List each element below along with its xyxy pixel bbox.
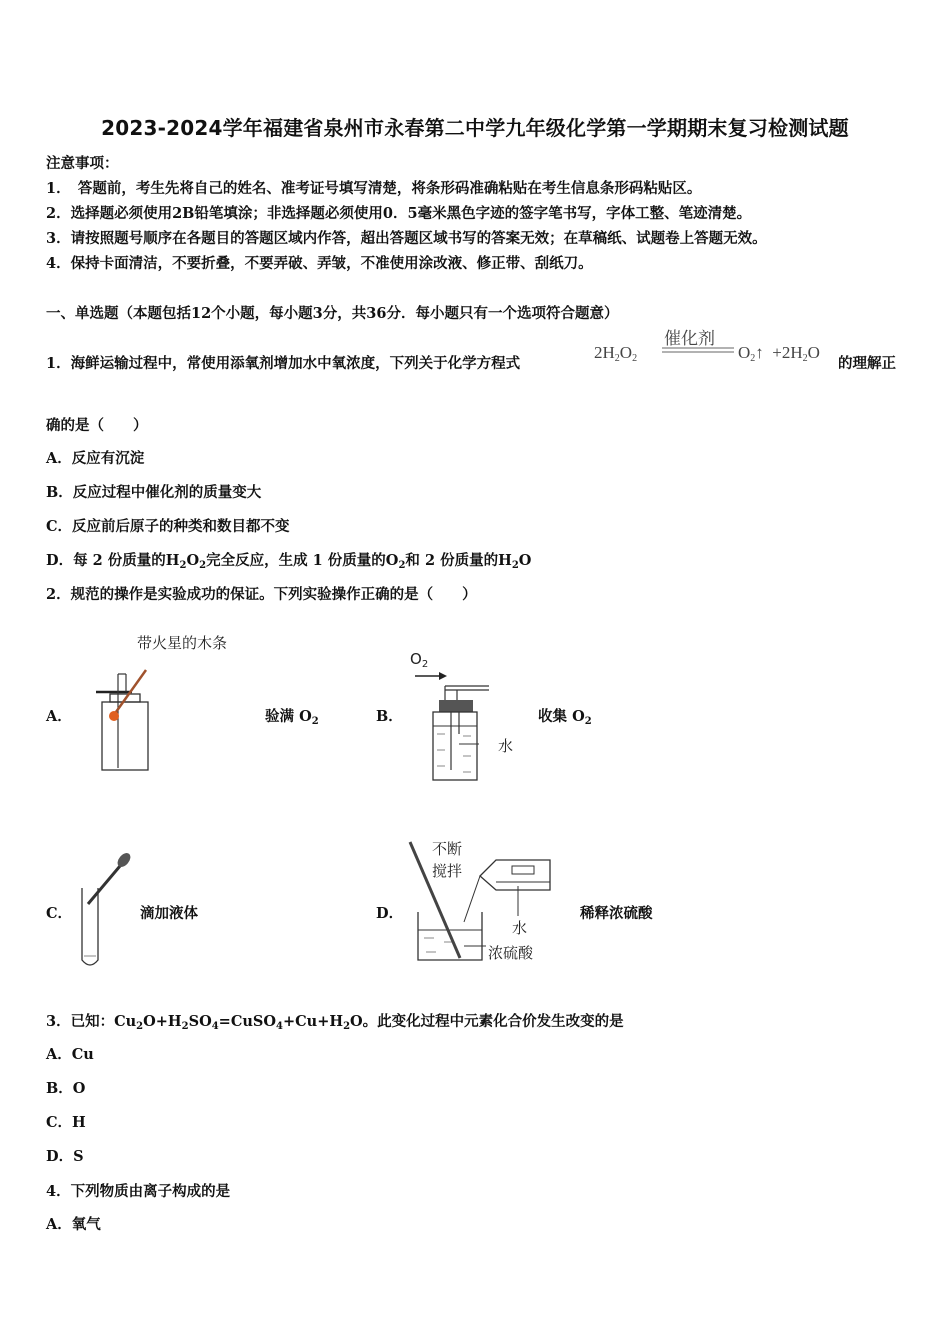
q2-option-c-caption: 滴加液体 [140, 905, 198, 922]
q2-a-figure [88, 664, 160, 774]
notice-item-4: 4．保持卡面清洁，不要折叠，不要弄破、弄皱，不准使用涂改液、修正带、刮纸刀。 [46, 255, 593, 272]
q2-stem: 2．规范的操作是实验成功的保证。下列实验操作正确的是（ ） [46, 586, 477, 603]
q4-stem: 4．下列物质由离子构成的是 [46, 1183, 231, 1200]
q2-option-b-letter: B． [376, 708, 403, 725]
q3-option-c: C．H [46, 1114, 86, 1131]
q1-equal-sign [662, 346, 734, 354]
q2-option-b-caption: 收集 $O_2$ [538, 708, 592, 727]
q1-option-a: A．反应有沉淀 [46, 450, 145, 467]
q1-stem-end: 的理解正 [838, 355, 896, 372]
q2-d-fig-stir-1: 不断 [432, 840, 463, 858]
q1-equation: $2H_2O_2$ [594, 343, 638, 364]
section-heading: 一、单选题（本题包括12个小题，每小题3分，共36分．每小题只有一个选项符合题意） [46, 305, 619, 322]
notice-item-2: 2．选择题必须使用2B铅笔填涂；非选择题必须使用0．5毫米黑色字迹的签字笔书写，字体工整、笔迹清楚。 [46, 205, 752, 222]
q2-option-c-letter: C． [46, 905, 73, 922]
q2-c-figure [74, 848, 138, 970]
page-title: 2023-2024学年福建省泉州市永春第二中学九年级化学第一学期期末复习检测试题 [101, 116, 849, 140]
q1-equation-right: $O_2↑ +2H_2O$ [738, 343, 820, 364]
q3-option-d: D．S [46, 1148, 84, 1165]
q2-d-fig-water: 水 [512, 919, 528, 937]
notice-item-3: 3．请按照题号顺序在各题目的答题区域内作答，超出答题区域书写的答案无效；在草稿纸、试题卷上答题无效。 [46, 230, 767, 247]
notice-heading: 注意事项： [46, 155, 119, 172]
notice-item-1: 1． 答题前，考生先将自己的姓名、准考证号填写清楚，将条形码准确粘贴在考生信息条形码粘贴区。 [46, 180, 702, 197]
q3-option-a: A．Cu [46, 1046, 94, 1063]
q1-stem: 1．海鲜运输过程中，常使用添氧剂增加水中氧浓度，下列关于化学方程式 [46, 355, 521, 372]
q2-d-figure [404, 836, 564, 966]
q1-option-d: D．每 2 份质量的$H_2O_2$完全反应，生成 1 份质量的$O_2$和 2 份质量的$H_2O$ [46, 552, 532, 571]
q2-d-fig-stir-2: 搅拌 [432, 862, 463, 880]
q1-option-c: C．反应前后原子的种类和数目都不变 [46, 518, 290, 535]
q2-option-a-caption: 验满 $O_2$ [265, 708, 319, 727]
q2-b-fig-o2: $O_2$ [410, 650, 429, 670]
q1-option-b: B．反应过程中催化剂的质量变大 [46, 484, 262, 501]
q1-catalyst: 催化剂 [664, 329, 715, 348]
q2-a-fig-label: 带火星的木条 [137, 634, 228, 652]
q2-b-figure [405, 664, 505, 784]
q3-option-b: B．O [46, 1080, 86, 1097]
q2-option-a-letter: A． [46, 708, 72, 725]
q2-option-d-caption: 稀释浓硫酸 [580, 905, 653, 922]
q3-stem: 3．已知：$Cu_2O+H_2SO_4=CuSO_4+Cu+H_2O$。此变化过程中元素化合价发生改变的是 [46, 1013, 624, 1032]
q2-d-fig-acid: 浓硫酸 [488, 944, 534, 962]
q2-b-fig-water: 水 [498, 737, 514, 755]
q2-option-d-letter: D． [376, 905, 404, 922]
q4-option-a: A．氧气 [46, 1216, 101, 1233]
q1-stem-cont: 确的是（ ） [46, 417, 148, 434]
